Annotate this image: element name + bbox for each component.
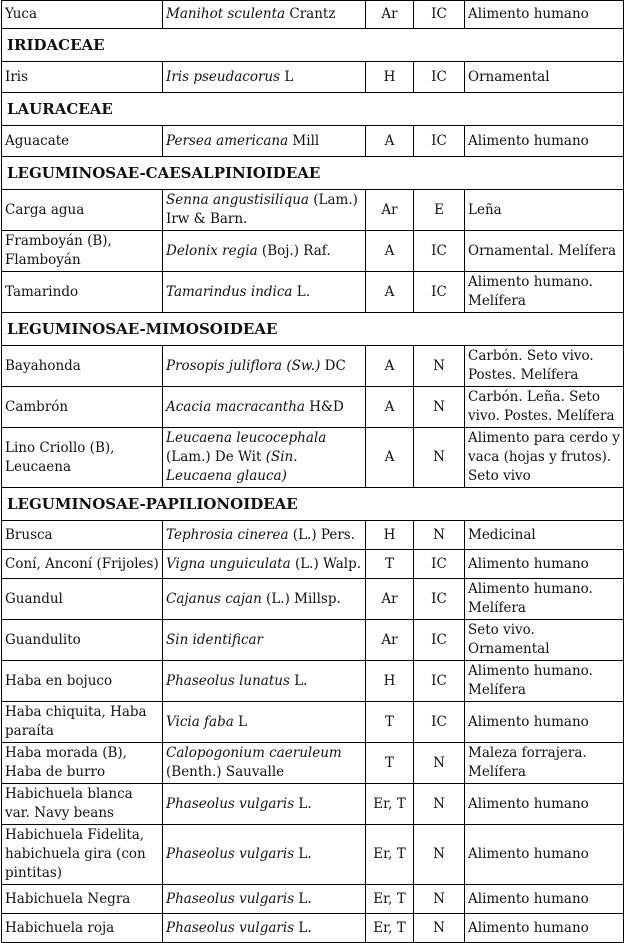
scientific-name-italic: Calopogonium caeruleum (166, 745, 342, 761)
origin-code: IC (414, 550, 465, 579)
table-row (2, 914, 624, 943)
scientific-name-author: L. (289, 672, 308, 689)
origin-code: IC (414, 126, 465, 157)
table-row (2, 126, 624, 157)
family-name: LEGUMINOSAE-MIMOSOIDEAE (2, 313, 624, 346)
origin-code: N (414, 885, 465, 914)
table-row (2, 743, 624, 784)
habit-code: A (366, 126, 414, 157)
common-name: Bayahonda (2, 346, 163, 387)
scientific-name-author: Mill (288, 132, 320, 149)
habit-code: Er, T (366, 825, 414, 885)
table-row (2, 190, 624, 231)
scientific-name-author: DC (320, 357, 346, 374)
species-table (1, 0, 624, 943)
scientific-name-italic: Vicia faba (166, 713, 234, 730)
scientific-name-italic: (Sin. Leucaena glauca) (166, 449, 298, 484)
common-name: Brusca (2, 521, 163, 550)
common-name: Haba en bojuco (2, 661, 163, 702)
scientific-name-italic: Tephrosia cinerea (166, 526, 289, 543)
scientific-name-author: (Benth.) Sauvalle (166, 764, 285, 780)
family-row (2, 313, 624, 346)
scientific-name-author: (Lam.) De Wit (166, 449, 266, 465)
family-name: IRIDACEAE (2, 29, 624, 62)
scientific-name-italic: Phaseolus vulgaris (166, 795, 295, 812)
common-name: Habichuela blanca var. Navy beans (2, 784, 163, 825)
origin-code: N (414, 346, 465, 387)
scientific-name-italic: Phaseolus vulgaris (166, 846, 295, 862)
origin-code: N (414, 428, 465, 488)
scientific-name-author: L (280, 68, 294, 85)
habit-code: Er, T (366, 885, 414, 914)
species-table-body (2, 1, 624, 943)
scientific-name-author: (Boj.) Raf. (257, 242, 331, 259)
origin-code: N (414, 825, 465, 885)
scientific-name (163, 885, 366, 914)
habit-code: A (366, 272, 414, 313)
scientific-name (163, 661, 366, 702)
scientific-name-italic: Manihot sculenta (166, 6, 286, 22)
scientific-name-author: (L.) Pers. (288, 526, 356, 543)
use-description: Alimento humano. Melífera (465, 579, 624, 620)
scientific-name-italic: Senna angustisiliqua (166, 192, 309, 208)
common-name: Guandul (2, 579, 163, 620)
scientific-name-author: H&D (304, 398, 344, 415)
family-row (2, 488, 624, 521)
origin-code: IC (414, 62, 465, 93)
common-name: Guandulito (2, 620, 163, 661)
table-row (2, 521, 624, 550)
table-row (2, 620, 624, 661)
scientific-name (163, 521, 366, 550)
habit-code: Ar (366, 190, 414, 231)
scientific-name (163, 620, 366, 661)
use-description: Carbón. Seto vivo. Postes. Melífera (465, 346, 624, 387)
scientific-name (163, 702, 366, 743)
scientific-name-italic: Delonix regia (166, 242, 258, 259)
scientific-name (163, 428, 366, 488)
scientific-name-italic: Acacia macracantha (166, 398, 305, 415)
table-row (2, 1, 624, 29)
table-row (2, 272, 624, 313)
scientific-name (163, 272, 366, 313)
scientific-name (163, 550, 366, 579)
habit-code: A (366, 231, 414, 272)
use-description: Alimento humano (465, 702, 624, 743)
habit-code: Ar (366, 1, 414, 29)
scientific-name-author: L. (294, 795, 312, 812)
origin-code: N (414, 914, 465, 943)
table-row (2, 62, 624, 93)
habit-code: Er, T (366, 784, 414, 825)
origin-code: IC (414, 231, 465, 272)
habit-code: T (366, 702, 414, 743)
common-name: Habichuela roja (2, 914, 163, 943)
table-row (2, 550, 624, 579)
family-row (2, 29, 624, 62)
use-description: Alimento humano (465, 550, 624, 579)
habit-code: Er, T (366, 914, 414, 943)
common-name: Framboyán (B), Flamboyán (2, 231, 163, 272)
scientific-name-author: L. (294, 890, 312, 907)
scientific-name (163, 784, 366, 825)
common-name: Haba morada (B), Haba de burro (2, 743, 163, 784)
family-row (2, 157, 624, 190)
use-description: Alimento humano (465, 784, 624, 825)
habit-code: Ar (366, 579, 414, 620)
use-description: Maleza forrajera. Melífera (465, 743, 624, 784)
origin-code: IC (414, 661, 465, 702)
use-description: Alimento para cerdo y vaca (hojas y frutos). Seto vivo (465, 428, 624, 488)
habit-code: H (366, 62, 414, 93)
family-row (2, 93, 624, 126)
origin-code: IC (414, 702, 465, 743)
use-description: Leña (465, 190, 624, 231)
scientific-name-italic: Tamarindus indica (166, 283, 293, 300)
origin-code: N (414, 387, 465, 428)
origin-code: N (414, 743, 465, 784)
scientific-name (163, 1, 366, 29)
common-name: Carga agua (2, 190, 163, 231)
habit-code: A (366, 387, 414, 428)
scientific-name-author: (L.) Millsp. (261, 590, 341, 607)
scientific-name-italic: Sin identificar (166, 631, 264, 648)
table-row (2, 661, 624, 702)
family-name: LEGUMINOSAE-CAESALPINIOIDEAE (2, 157, 624, 190)
origin-code: IC (414, 620, 465, 661)
origin-code: N (414, 521, 465, 550)
common-name: Iris (2, 62, 163, 93)
use-description: Ornamental (465, 62, 624, 93)
use-description: Alimento humano (465, 885, 624, 914)
use-description: Alimento humano (465, 914, 624, 943)
use-description: Alimento humano (465, 1, 624, 29)
scientific-name (163, 743, 366, 784)
scientific-name (163, 190, 366, 231)
habit-code: Ar (366, 620, 414, 661)
table-row (2, 231, 624, 272)
use-description: Ornamental. Melífera (465, 231, 624, 272)
scientific-name (163, 346, 366, 387)
habit-code: T (366, 550, 414, 579)
scientific-name-author: (L.) Walp. (290, 555, 362, 572)
scientific-name (163, 387, 366, 428)
family-name: LEGUMINOSAE-PAPILIONOIDEAE (2, 488, 624, 521)
scientific-name (163, 914, 366, 943)
habit-code: T (366, 743, 414, 784)
common-name: Aguacate (2, 126, 163, 157)
scientific-name-author: (Lam.) Irw & Barn. (166, 192, 358, 227)
common-name: Lino Criollo (B), Leucaena (2, 428, 163, 488)
table-row (2, 825, 624, 885)
table-row (2, 387, 624, 428)
scientific-name-author: L. (292, 283, 311, 300)
origin-code: IC (414, 1, 465, 29)
scientific-name (163, 231, 366, 272)
common-name: Habichuela Negra (2, 885, 163, 914)
origin-code: E (414, 190, 465, 231)
habit-code: A (366, 428, 414, 488)
table-row (2, 702, 624, 743)
use-description: Alimento humano. Melífera (465, 661, 624, 702)
scientific-name-italic: Phaseolus vulgaris (166, 919, 295, 936)
scientific-name-italic: Cajanus cajan (166, 590, 262, 607)
table-row (2, 346, 624, 387)
origin-code: IC (414, 579, 465, 620)
origin-code: IC (414, 272, 465, 313)
scientific-name-author: L (233, 713, 248, 730)
common-name: Yuca (2, 1, 163, 29)
use-description: Seto vivo. Ornamental (465, 620, 624, 661)
scientific-name-author: Crantz (285, 6, 336, 22)
scientific-name (163, 62, 366, 93)
use-description: Alimento humano (465, 825, 624, 885)
habit-code: A (366, 346, 414, 387)
common-name: Cambrón (2, 387, 163, 428)
scientific-name-author: L. (294, 919, 312, 936)
scientific-name-italic: Prosopis juliflora (Sw.) (166, 357, 321, 374)
use-description: Medicinal (465, 521, 624, 550)
table-row (2, 428, 624, 488)
use-description: Alimento humano (465, 126, 624, 157)
common-name: Tamarindo (2, 272, 163, 313)
habit-code: H (366, 521, 414, 550)
scientific-name-italic: Leucaena leucocephala (166, 430, 327, 446)
origin-code: N (414, 784, 465, 825)
common-name: Haba chiquita, Haba paraíta (2, 702, 163, 743)
common-name: Coní, Anconí (Frijoles) (2, 550, 163, 579)
scientific-name-italic: Persea americana (166, 132, 289, 149)
scientific-name-italic: Phaseolus lunatus (166, 672, 290, 689)
scientific-name-italic: Vigna unguiculata (166, 555, 291, 572)
scientific-name (163, 126, 366, 157)
scientific-name-italic: Iris pseudacorus (166, 68, 281, 85)
use-description: Alimento humano. Melífera (465, 272, 624, 313)
scientific-name-author: L. (294, 846, 312, 862)
scientific-name-italic: Phaseolus vulgaris (166, 890, 295, 907)
use-description: Carbón. Leña. Seto vivo. Postes. Melífera (465, 387, 624, 428)
family-name: LAURACEAE (2, 93, 624, 126)
habit-code: H (366, 661, 414, 702)
table-row (2, 885, 624, 914)
scientific-name (163, 825, 366, 885)
scientific-name (163, 579, 366, 620)
common-name: Habichuela Fidelita, habichuela gira (con pintitas) (2, 825, 163, 885)
table-row (2, 784, 624, 825)
table-row (2, 579, 624, 620)
